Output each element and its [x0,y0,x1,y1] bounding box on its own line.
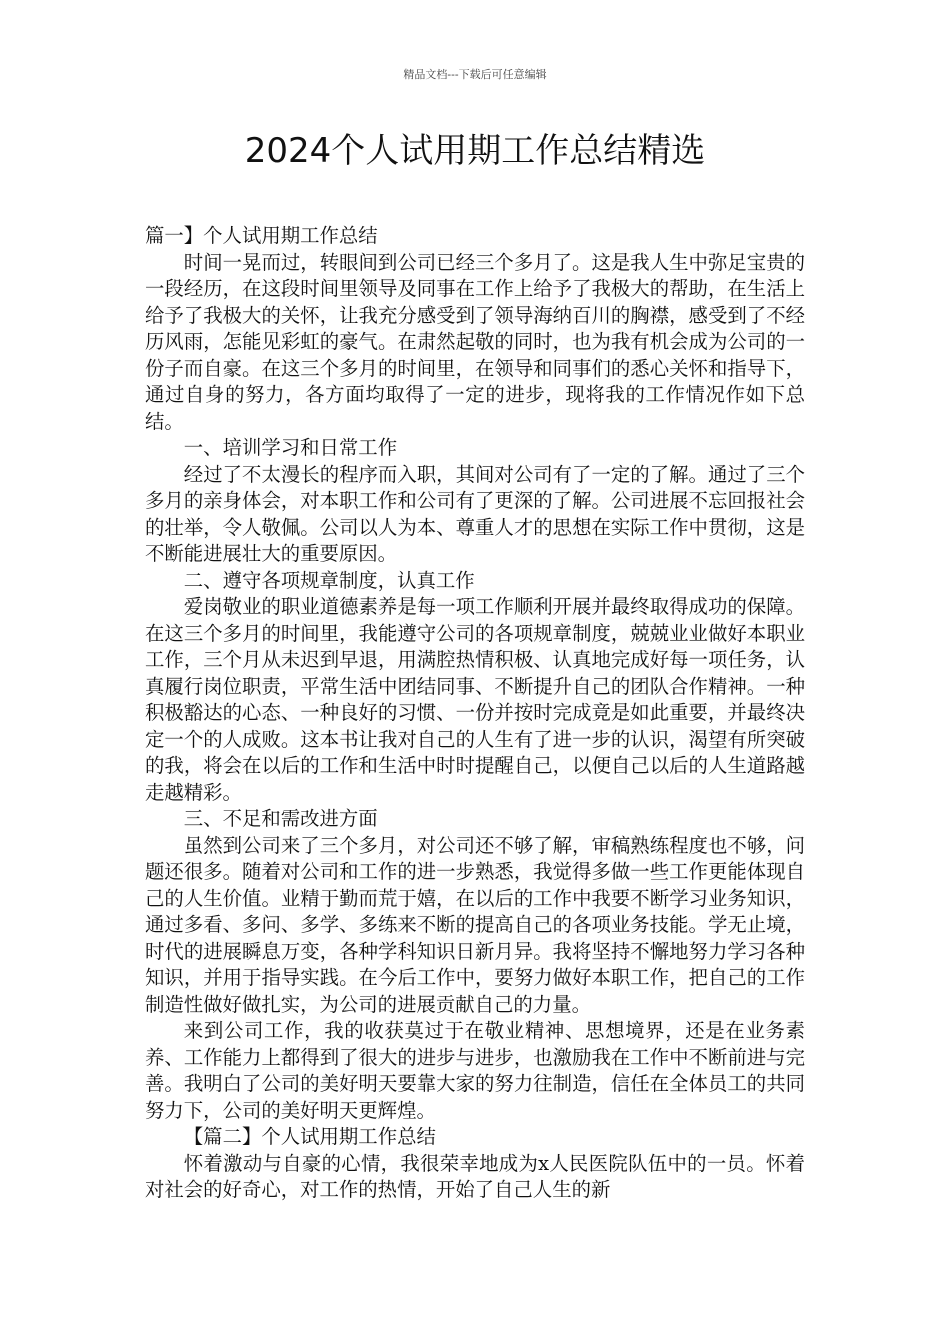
paragraph-conclusion: 来到公司工作，我的收获莫过于在敬业精神、思想境界，还是在业务素养、工作能力上都得到了很大的进步与进步，也激励我在工作中不断前进与完善。我明白了公司的美好明天要靠大家的努力往制造，信任在全体员工的共同努力下，公司的美好明天更辉煌。 [145,1019,805,1122]
paragraph-improvement: 虽然到公司来了三个多月，对公司还不够了解，审稿熟练程度也不够，问题还很多。随着对公司和工作的进一步熟悉，我觉得多做一些工作更能体现自己的人生价值。业精于勤而荒于嬉，在以后的工作中我要不断学习业务知识，通过多看、多问、多学、多练来不断的提高自己的各项业务技能。学无止境，时代的进展瞬息万变，各种学科知识日新月异。我将坚持不懈地努力学习各种知识，并用于指导实践。在今后工作中，要努力做好本职工作，把自己的工作制造性做好做扎实，为公司的进展贡献自己的力量。 [145,833,805,1016]
section-heading-part-two: 【篇二】个人试用期工作总结 [183,1125,436,1148]
paragraph-training: 经过了不太漫长的程序而入职，其间对公司有了一定的了解。通过了三个多月的亲身体会，对本职工作和公司有了更深的了解。公司进展不忘回报社会的壮举，令人敬佩。公司以人为本、尊重人才的思想在实际工作中贯彻，这是不断能进展壮大的重要原因。 [145,462,805,565]
subheading-rules: 二、遵守各项规章制度，认真工作 [183,568,475,592]
subheading-improvement: 三、不足和需改进方面 [183,807,378,830]
document-title: 2024个人试用期工作总结精选 [244,131,706,171]
document-body [145,223,805,1204]
paragraph-rules: 爱岗敬业的职业道德素养是每一项工作顺利开展并最终取得成功的保障。在这三个多月的时间里，我能遵守公司的各项规章制度，兢兢业业做好本职业工作，三个月从未迟到早退，用满腔热情积极、认真地完成好每一项任务，认真履行岗位职责，平常生活中团结同事、不断提升自己的团队合作精神。一种积极豁达的心态、一种良好的习惯、一份并按时完成竟是如此重要，并最终决定一个的人成败。这本书让我对自己的人生有了进一步的认识，渴望有所突破的我，将会在以后的工作和生活中时时提醒自己，以便自己以后的人生道路越走越精彩。 [145,595,805,804]
section-heading-part-one: 篇一】个人试用期工作总结 [145,224,378,247]
page-header: 精品文档---下载后可任意编辑 [403,68,547,81]
paragraph-part-two: 怀着激动与自豪的心情，我很荣幸地成为x人民医院队伍中的一员。怀着对社会的好奇心，对工作的热情，开始了自己人生的新 [145,1151,805,1201]
paragraph-intro: 时间一晃而过，转眼间到公司已经三个多月了。这是我人生中弥足宝贵的一段经历，在这段时间里领导及同事在工作上给予了我极大的帮助，在生活上给予了我极大的关怀，让我充分感受到了领导海纳百川的胸襟，感受到了不经历风雨，怎能见彩虹的豪气。在肃然起敬的同时，也为我有机会成为公司的一份子而自豪。在这三个多月的时间里，在领导和同事们的悉心关怀和指导下，通过自身的努力，各方面均取得了一定的进步，现将我的工作情况作如下总结。 [145,250,805,433]
subheading-training: 一、培训学习和日常工作 [183,436,398,459]
